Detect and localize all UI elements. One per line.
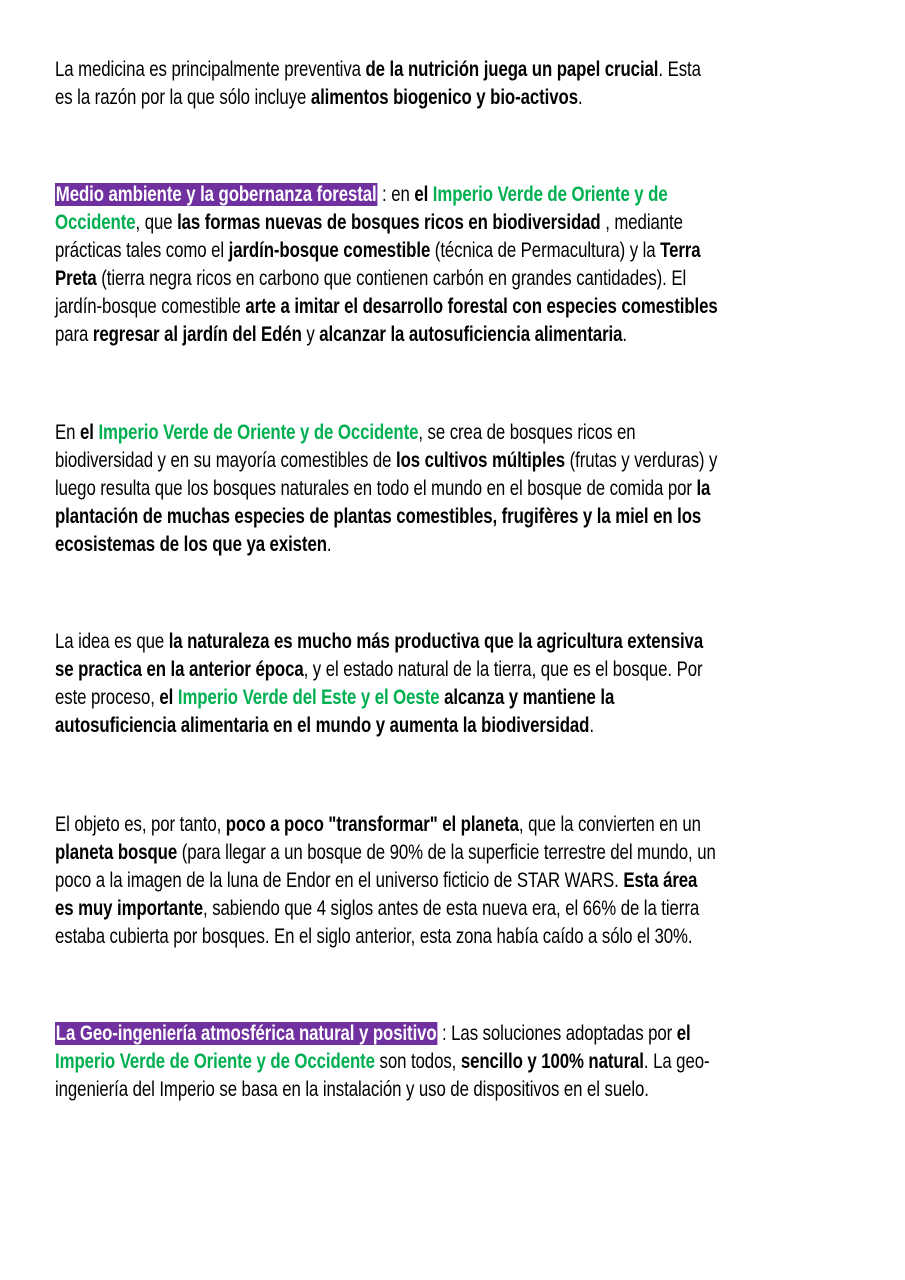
bold-text: plantación de muchas especies de plantas comestibles, frugifères y la miel en los: [55, 505, 702, 528]
body-text: (para llegar a un bosque de 90% de la superficie terrestre del mundo, un: [177, 841, 716, 864]
body-text: poco a la imagen de la luna de Endor en el universo ficticio de STAR WARS.: [55, 869, 624, 892]
paragraph-nature-productivity: [55, 628, 855, 740]
green-emphasis-text: Imperio Verde de Oriente y de Occidente: [98, 421, 419, 444]
body-text: , se crea de bosques ricos en: [418, 421, 636, 444]
paragraph-nutrition: [55, 56, 855, 112]
body-text: para: [55, 323, 93, 346]
body-text: , mediante: [600, 211, 683, 234]
bold-text: las formas nuevas de bosques ricos en biodiversidad: [177, 211, 601, 234]
bold-text: la: [696, 477, 711, 500]
bold-text: el: [676, 1022, 691, 1045]
bold-text: el: [159, 686, 178, 709]
body-text: La medicina es principalmente preventiva: [55, 58, 366, 81]
bold-text: Terra: [660, 239, 701, 262]
bold-text: Esta área: [623, 869, 698, 892]
body-text: .: [326, 533, 332, 556]
paragraph-geo-engineering: [55, 1020, 855, 1104]
bold-text: jardín-bosque comestible: [228, 239, 431, 262]
paragraph-forest-planet: [55, 811, 855, 951]
section-heading-highlight: La Geo-ingeniería atmosférica natural y positivo: [55, 1022, 437, 1045]
bold-text: el: [414, 183, 433, 206]
body-text: es la razón por la que sólo incluye: [55, 86, 311, 109]
bold-text: los cultivos múltiples: [395, 449, 566, 472]
body-text: (frutas y verduras) y: [565, 449, 718, 472]
body-text: luego resulta que los bosques naturales en todo el mundo en el bosque de comida por: [55, 477, 697, 500]
bold-text: arte a imitar el desarrollo forestal con especies comestibles: [245, 295, 718, 318]
body-text: , sabiendo que 4 siglos antes de esta nueva era, el 66% de la tierra: [203, 897, 700, 920]
body-text: La idea es que: [55, 630, 169, 653]
bold-text: se practica en la anterior época: [55, 658, 304, 681]
bold-text: alimentos biogenico y bio-activos: [310, 86, 578, 109]
body-text: .: [589, 714, 594, 737]
bold-text: de la nutrición juega un papel crucial: [365, 58, 659, 81]
body-text: , que: [135, 211, 178, 234]
bold-text: la naturaleza es mucho más productiva que la agricultura extensiva: [168, 630, 704, 653]
bold-text: es muy importante: [55, 897, 204, 920]
body-text: : en: [377, 183, 415, 206]
section-heading-highlight: Medio ambiente y la gobernanza forestal: [55, 183, 377, 206]
body-text: (técnica de Permacultura) y la: [430, 239, 661, 262]
bold-text: Preta: [55, 267, 97, 290]
body-text: . La geo-: [643, 1050, 710, 1073]
paragraph-edible-forests: [55, 419, 855, 559]
body-text: prácticas tales como el: [55, 239, 229, 262]
body-text: (tierra negra ricos en carbono que contienen carbón en grandes cantidades). El: [96, 267, 687, 290]
body-text: biodiversidad y en su mayoría comestibles de: [55, 449, 396, 472]
body-text: , que la convierten en un: [518, 813, 701, 836]
body-text: En: [55, 421, 80, 444]
paragraph-forest-governance: [55, 181, 855, 349]
bold-text: poco a poco "transformar" el planeta: [225, 813, 519, 836]
green-emphasis-text: Imperio Verde de Oriente y de: [432, 183, 668, 206]
body-text: este proceso,: [55, 686, 160, 709]
body-text: son todos,: [374, 1050, 461, 1073]
body-text: estaba cubierta por bosques. En el siglo anterior, esta zona había caído a sólo el 30%.: [55, 925, 693, 948]
bold-text: alcanza y mantiene la: [439, 686, 615, 709]
body-text: : Las soluciones adoptadas por: [437, 1022, 677, 1045]
bold-text: alcanzar la autosuficiencia alimentaria: [319, 323, 623, 346]
bold-text: el: [79, 421, 99, 444]
bold-text: regresar al jardín del Edén: [92, 323, 302, 346]
bold-text: planeta bosque: [55, 841, 178, 864]
body-text: jardín-bosque comestible: [55, 295, 246, 318]
green-emphasis-text: Imperio Verde de Oriente y de Occidente: [55, 1050, 375, 1073]
bold-text: sencillo y 100% natural: [460, 1050, 644, 1073]
body-text: .: [622, 323, 628, 346]
green-emphasis-text: Occidente: [55, 211, 136, 234]
body-text: El objeto es, por tanto,: [55, 813, 226, 836]
body-text: y: [301, 323, 320, 346]
bold-text: ecosistemas de los que ya existen: [55, 533, 327, 556]
body-text: .: [577, 86, 583, 109]
body-text: , y el estado natural de la tierra, que es el bosque. Por: [303, 658, 703, 681]
body-text: . Esta: [658, 58, 701, 81]
bold-text: autosuficiencia alimentaria en el mundo y aumenta la biodiversidad: [55, 714, 590, 737]
body-text: ingeniería del Imperio se basa en la instalación y uso de dispositivos en el suelo.: [55, 1078, 649, 1101]
green-emphasis-text: Imperio Verde del Este y el Oeste: [177, 686, 440, 709]
